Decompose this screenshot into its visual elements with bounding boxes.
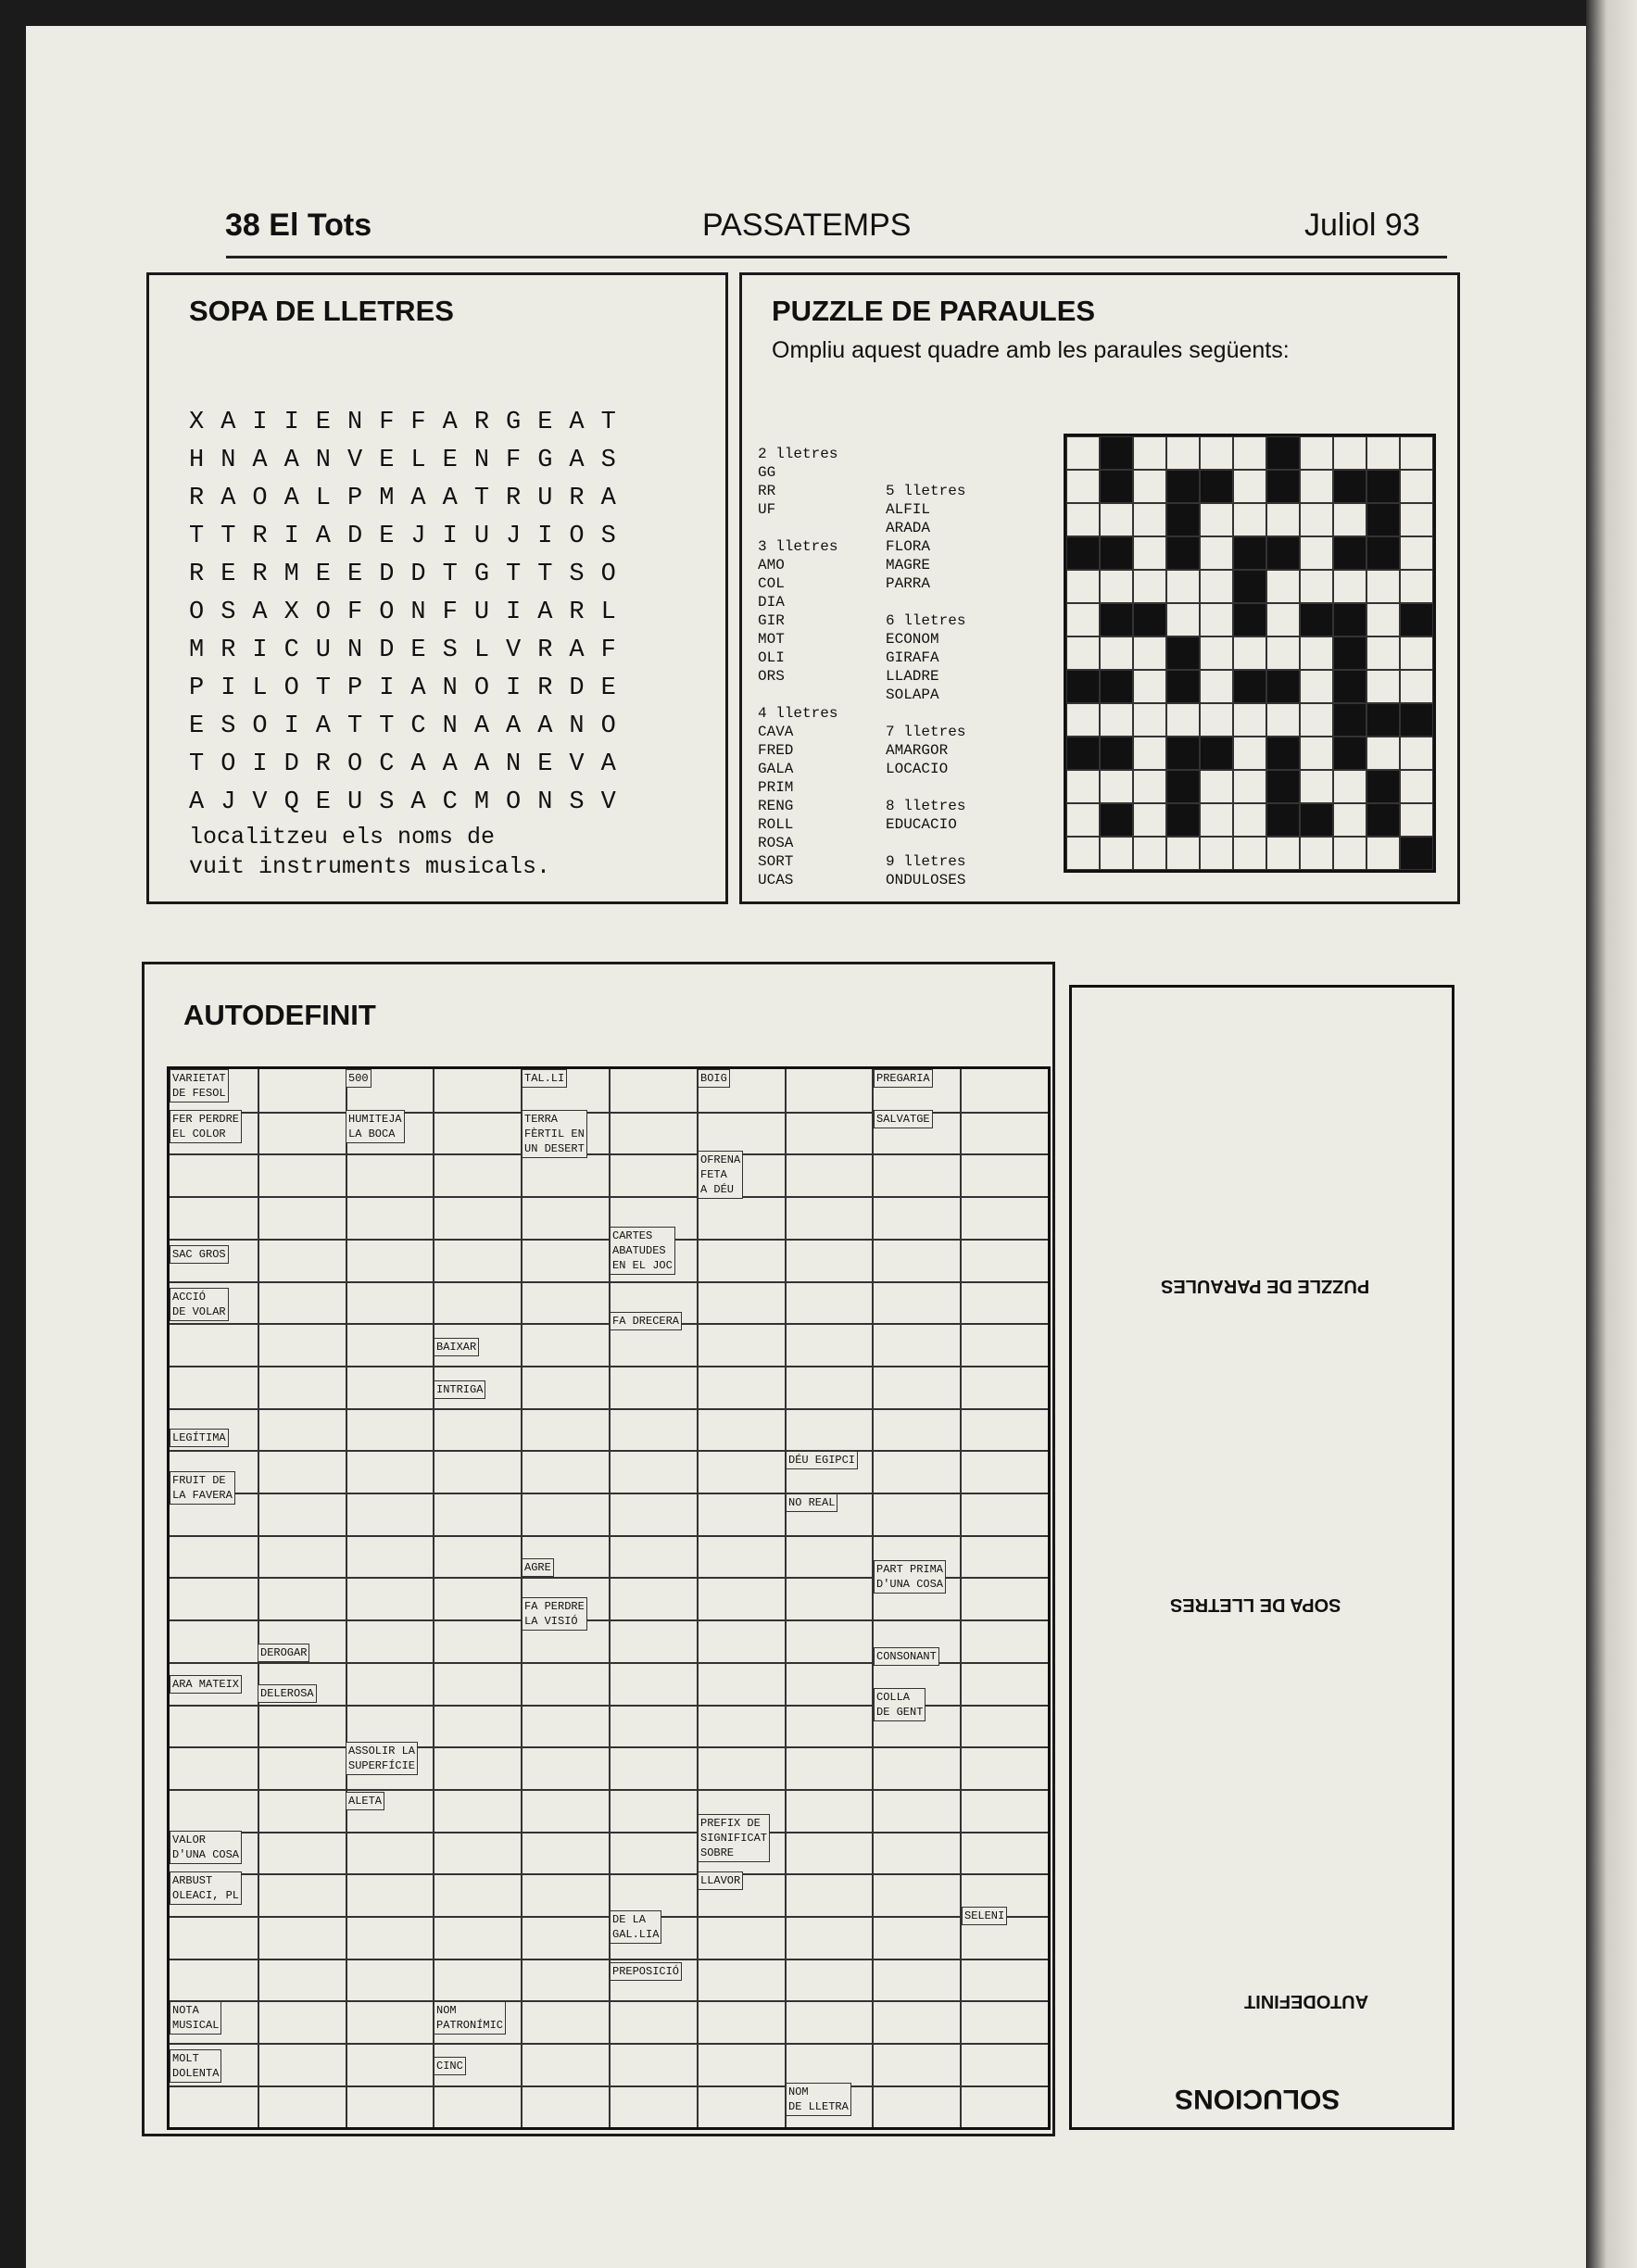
grid-cell	[1266, 603, 1300, 636]
grid-line	[170, 1873, 1048, 1875]
grid-cell	[1266, 770, 1300, 803]
grid-cell	[1233, 636, 1266, 670]
grid-cell	[1400, 837, 1433, 870]
grid-cell	[1400, 603, 1433, 636]
grid-cell	[1366, 737, 1400, 770]
clue-cell: COLLA DE GENT	[874, 1688, 926, 1721]
letter-row: MRICUNDESLVRAF	[189, 636, 633, 664]
grid-cell	[1300, 770, 1333, 803]
grid-line	[170, 1493, 1048, 1494]
binding-gutter	[1586, 0, 1637, 2268]
grid-cell	[1200, 737, 1233, 770]
letter-row: PILOTPIANOIRDE	[189, 674, 633, 702]
grid-cell	[1200, 837, 1233, 870]
clue-cell: PART PRIMA D'UNA COSA	[874, 1560, 946, 1594]
grid-cell	[1400, 570, 1433, 603]
grid-cell	[1300, 670, 1333, 703]
clue-cell: VARIETAT DE FESOL	[170, 1069, 229, 1102]
grid-cell	[1266, 670, 1300, 703]
grid-line	[170, 1323, 1048, 1325]
clue-cell: SELENI	[962, 1907, 1007, 1925]
puzzle-subtitle: Ompliu aquest quadre amb les paraules següents:	[772, 337, 1290, 363]
grid-cell	[1266, 737, 1300, 770]
clue-cell: LEGÍTIMA	[170, 1429, 229, 1447]
grid-cell	[1200, 703, 1233, 737]
letter-row: ESOIATTCNAAANO	[189, 712, 633, 740]
grid-cell	[1166, 636, 1200, 670]
grid-cell	[1233, 470, 1266, 503]
sopa-title: SOPA DE LLETRES	[189, 295, 454, 327]
grid-cell	[1066, 503, 1100, 536]
grid-cell	[1233, 703, 1266, 737]
grid-line	[170, 1196, 1048, 1198]
grid-cell	[1100, 536, 1133, 570]
clue-cell: PREFIX DE SIGNIFICAT SOBRE	[698, 1814, 770, 1862]
grid-cell	[1133, 603, 1166, 636]
grid-cell	[1066, 436, 1100, 470]
grid-cell	[1400, 503, 1433, 536]
grid-cell	[1100, 436, 1133, 470]
grid-cell	[1366, 536, 1400, 570]
clue-cell: FER PERDRE EL COLOR	[170, 1110, 242, 1143]
grid-cell	[1333, 636, 1366, 670]
grid-cell	[1333, 770, 1366, 803]
grid-cell	[1200, 536, 1233, 570]
grid-cell	[1400, 803, 1433, 837]
grid-cell	[1200, 503, 1233, 536]
grid-cell	[1266, 837, 1300, 870]
grid-cell	[1300, 470, 1333, 503]
clue-cell: ARBUST OLEACI, PL	[170, 1871, 242, 1905]
grid-cell	[1366, 503, 1400, 536]
grid-cell	[1300, 570, 1333, 603]
grid-line	[433, 1069, 434, 2127]
grid-cell	[1200, 570, 1233, 603]
grid-line	[170, 1153, 1048, 1155]
clue-cell: NO REAL	[786, 1493, 837, 1512]
grid-cell	[1300, 536, 1333, 570]
grid-cell	[1066, 636, 1100, 670]
sol-label-autodefinit: AUTODEFINIT	[1244, 1991, 1369, 2011]
clue-cell: ACCIÓ DE VOLAR	[170, 1288, 229, 1321]
grid-cell	[1100, 703, 1133, 737]
grid-cell	[1400, 470, 1433, 503]
grid-cell	[1066, 770, 1100, 803]
grid-cell	[1133, 770, 1166, 803]
grid-cell	[1100, 636, 1133, 670]
grid-line	[258, 1069, 259, 2127]
grid-cell	[1066, 703, 1100, 737]
grid-cell	[1100, 503, 1133, 536]
clue-cell: LLAVOR	[698, 1871, 743, 1890]
grid-cell	[1133, 670, 1166, 703]
word-list-2: 5 lletres ALFIL ARADA FLORA MAGRE PARRA 6 lletres ECONOM GIRAFA LLADRE SOLAPA 7 lletres AMARGOR LOCACIO 8 lletres EDUCACIO 9 lletres ONDULOSES	[886, 483, 966, 888]
grid-cell	[1366, 636, 1400, 670]
grid-cell	[1366, 470, 1400, 503]
grid-cell	[1166, 737, 1200, 770]
grid-cell	[1233, 670, 1266, 703]
grid-cell	[1200, 470, 1233, 503]
grid-cell	[1266, 636, 1300, 670]
clue-cell: SAC GROS	[170, 1245, 229, 1264]
grid-cell	[1333, 803, 1366, 837]
grid-line	[697, 1069, 699, 2127]
grid-cell	[1333, 703, 1366, 737]
grid-cell	[1133, 737, 1166, 770]
grid-cell	[1266, 703, 1300, 737]
puzzle-title: PUZZLE DE PARAULES	[772, 295, 1096, 327]
grid-cell	[1133, 837, 1166, 870]
grid-cell	[1166, 603, 1200, 636]
clue-cell: MOLT DOLENTA	[170, 2049, 221, 2083]
clue-cell: FA DRECERA	[610, 1312, 682, 1330]
grid-cell	[1400, 636, 1433, 670]
grid-cell	[1233, 803, 1266, 837]
clue-cell: CARTES ABATUDES EN EL JOC	[610, 1227, 675, 1275]
word-list-1: 2 lletres GG RR UF 3 lletres AMO COL DIA GIR MOT OLI ORS 4 lletres CAVA FRED GALA PRIM RENG ROLL ROSA SORT UCAS	[758, 446, 838, 888]
grid-cell	[1333, 570, 1366, 603]
clue-cell: FRUIT DE LA FAVERA	[170, 1471, 235, 1505]
grid-line	[170, 1281, 1048, 1283]
sol-label-sopa: SOPA DE LLETRES	[1170, 1594, 1341, 1615]
page-number: 38 El Tots	[225, 208, 372, 243]
grid-line	[346, 1069, 347, 2127]
letter-row: AJVQEUSACMONSV	[189, 788, 633, 816]
letter-row: TOIDROCAAANEVA	[189, 750, 633, 778]
clue-cell: NOM PATRONÍMIC	[434, 2001, 506, 2035]
grid-cell	[1300, 603, 1333, 636]
clue-cell: FA PERDRE LA VISIÓ	[522, 1597, 587, 1631]
grid-line	[170, 1832, 1048, 1833]
grid-cell	[1166, 536, 1200, 570]
sol-label-puzzle: PUZZLE DE PARAULES	[1161, 1276, 1370, 1296]
grid-cell	[1300, 503, 1333, 536]
grid-cell	[1133, 570, 1166, 603]
grid-cell	[1166, 837, 1200, 870]
clue-cell: DEROGAR	[258, 1644, 309, 1662]
solutions-box	[1069, 985, 1454, 2130]
clue-cell: TERRA FÈRTIL EN UN DESERT	[522, 1110, 587, 1158]
clue-cell: SALVATGE	[874, 1110, 933, 1128]
grid-cell	[1133, 470, 1166, 503]
grid-cell	[1266, 536, 1300, 570]
grid-line	[170, 1746, 1048, 1748]
grid-cell	[1300, 703, 1333, 737]
grid-cell	[1233, 436, 1266, 470]
grid-line	[170, 1408, 1048, 1410]
grid-cell	[1100, 670, 1133, 703]
clue-cell: HUMITEJA LA BOCA	[346, 1110, 405, 1143]
grid-cell	[1400, 536, 1433, 570]
grid-cell	[1366, 670, 1400, 703]
clue-cell: NOTA MUSICAL	[170, 2001, 221, 2035]
grid-cell	[1100, 837, 1133, 870]
grid-cell	[1400, 670, 1433, 703]
grid-cell	[1166, 503, 1200, 536]
arrow-word-grid	[167, 1066, 1051, 2130]
grid-cell	[1200, 436, 1233, 470]
grid-cell	[1066, 837, 1100, 870]
clue-cell: TAL.LI	[522, 1069, 567, 1088]
clue-cell: 500	[346, 1069, 371, 1088]
grid-cell	[1333, 603, 1366, 636]
grid-cell	[1400, 737, 1433, 770]
grid-cell	[1366, 703, 1400, 737]
grid-cell	[1233, 837, 1266, 870]
grid-line	[170, 1619, 1048, 1621]
grid-line	[872, 1069, 874, 2127]
grid-cell	[1066, 570, 1100, 603]
clue-cell: ARA MATEIX	[170, 1675, 242, 1694]
grid-cell	[1133, 503, 1166, 536]
grid-line	[960, 1069, 962, 2127]
grid-cell	[1333, 470, 1366, 503]
clue-cell: AGRE	[522, 1558, 554, 1577]
grid-cell	[1233, 770, 1266, 803]
grid-cell	[1400, 770, 1433, 803]
letter-row: XAIIENFFARGEAT	[189, 409, 633, 436]
clue-cell: DE LA GAL.LIA	[610, 1910, 661, 1944]
clue-cell: ASSOLIR LA SUPERFÍCIE	[346, 1742, 418, 1775]
grid-cell	[1333, 503, 1366, 536]
grid-cell	[1400, 436, 1433, 470]
grid-cell	[1333, 670, 1366, 703]
grid-cell	[1300, 803, 1333, 837]
grid-cell	[1066, 603, 1100, 636]
grid-cell	[1266, 436, 1300, 470]
grid-cell	[1266, 803, 1300, 837]
grid-cell	[1233, 603, 1266, 636]
grid-cell	[1133, 636, 1166, 670]
grid-line	[170, 1535, 1048, 1537]
grid-cell	[1400, 703, 1433, 737]
grid-cell	[1133, 436, 1166, 470]
grid-cell	[1133, 803, 1166, 837]
grid-cell	[1200, 670, 1233, 703]
clue-cell: BAIXAR	[434, 1338, 479, 1356]
grid-cell	[1233, 570, 1266, 603]
clue-cell: DÉU EGIPCI	[786, 1451, 858, 1469]
grid-cell	[1266, 570, 1300, 603]
clue-cell: DELEROSA	[258, 1684, 317, 1703]
grid-cell	[1100, 770, 1133, 803]
grid-line	[170, 1959, 1048, 1960]
grid-cell	[1200, 803, 1233, 837]
grid-cell	[1100, 603, 1133, 636]
clue-cell: INTRIGA	[434, 1380, 485, 1399]
grid-cell	[1366, 803, 1400, 837]
grid-line	[170, 2085, 1048, 2087]
grid-cell	[1066, 803, 1100, 837]
grid-line	[170, 1789, 1048, 1791]
grid-cell	[1366, 436, 1400, 470]
letter-row: RERMEEDDTGTTSO	[189, 561, 633, 588]
grid-line	[785, 1069, 787, 2127]
grid-cell	[1300, 837, 1333, 870]
grid-cell	[1166, 570, 1200, 603]
solutions-title: SOLUCIONS	[1175, 2084, 1341, 2114]
grid-cell	[1333, 436, 1366, 470]
grid-cell	[1133, 536, 1166, 570]
grid-line	[170, 2043, 1048, 2045]
grid-cell	[1333, 837, 1366, 870]
grid-cell	[1366, 603, 1400, 636]
grid-cell	[1066, 737, 1100, 770]
grid-cell	[1233, 737, 1266, 770]
grid-cell	[1166, 670, 1200, 703]
grid-cell	[1366, 570, 1400, 603]
grid-cell	[1133, 703, 1166, 737]
grid-cell	[1166, 436, 1200, 470]
sopa-instruction: localitzeu els noms de vuit instruments musicals.	[189, 824, 551, 880]
grid-cell	[1166, 470, 1200, 503]
grid-cell	[1066, 536, 1100, 570]
letter-row: TTRIADEJIUJIOS	[189, 523, 633, 550]
grid-cell	[1300, 636, 1333, 670]
grid-cell	[1200, 636, 1233, 670]
clue-cell: CONSONANT	[874, 1647, 939, 1666]
clue-cell: PREPOSICIÓ	[610, 1962, 682, 1981]
grid-cell	[1333, 737, 1366, 770]
clue-cell: ALETA	[346, 1792, 384, 1810]
grid-cell	[1266, 470, 1300, 503]
grid-cell	[1200, 770, 1233, 803]
grid-cell	[1233, 503, 1266, 536]
letter-row: RAOALPMAATRURA	[189, 485, 633, 512]
letter-row: HNAANVELENFGAS	[189, 447, 633, 474]
grid-cell	[1333, 536, 1366, 570]
clue-cell: OFRENA FETA A DÉU	[698, 1151, 743, 1199]
grid-line	[170, 2000, 1048, 2002]
grid-cell	[1166, 770, 1200, 803]
grid-cell	[1233, 536, 1266, 570]
letter-row: OSAXOFONFUIARL	[189, 598, 633, 626]
grid-cell	[1066, 470, 1100, 503]
issue-date: Juliol 93	[1304, 208, 1420, 243]
grid-cell	[1066, 670, 1100, 703]
header-rule	[226, 256, 1447, 258]
grid-cell	[1300, 737, 1333, 770]
grid-cell	[1100, 737, 1133, 770]
grid-line	[170, 1239, 1048, 1241]
clue-cell: BOIG	[698, 1069, 730, 1088]
grid-cell	[1100, 570, 1133, 603]
autodefinit-title: AUTODEFINIT	[183, 999, 376, 1031]
fill-in-grid	[1064, 434, 1436, 873]
grid-line	[170, 1450, 1048, 1452]
clue-cell: PREGARIA	[874, 1069, 933, 1088]
section-title: PASSATEMPS	[702, 208, 912, 243]
grid-line	[170, 1916, 1048, 1918]
grid-cell	[1366, 770, 1400, 803]
letter-grid	[189, 404, 633, 822]
grid-line	[170, 1366, 1048, 1367]
page	[26, 26, 1612, 2268]
grid-cell	[1100, 803, 1133, 837]
grid-cell	[1166, 703, 1200, 737]
clue-cell: VALOR D'UNA COSA	[170, 1831, 242, 1864]
grid-cell	[1200, 603, 1233, 636]
grid-cell	[1366, 837, 1400, 870]
clue-cell: CINC	[434, 2057, 466, 2075]
grid-cell	[1300, 436, 1333, 470]
grid-cell	[1100, 470, 1133, 503]
grid-cell	[1266, 503, 1300, 536]
grid-cell	[1166, 803, 1200, 837]
clue-cell: NOM DE LLETRA	[786, 2083, 851, 2116]
